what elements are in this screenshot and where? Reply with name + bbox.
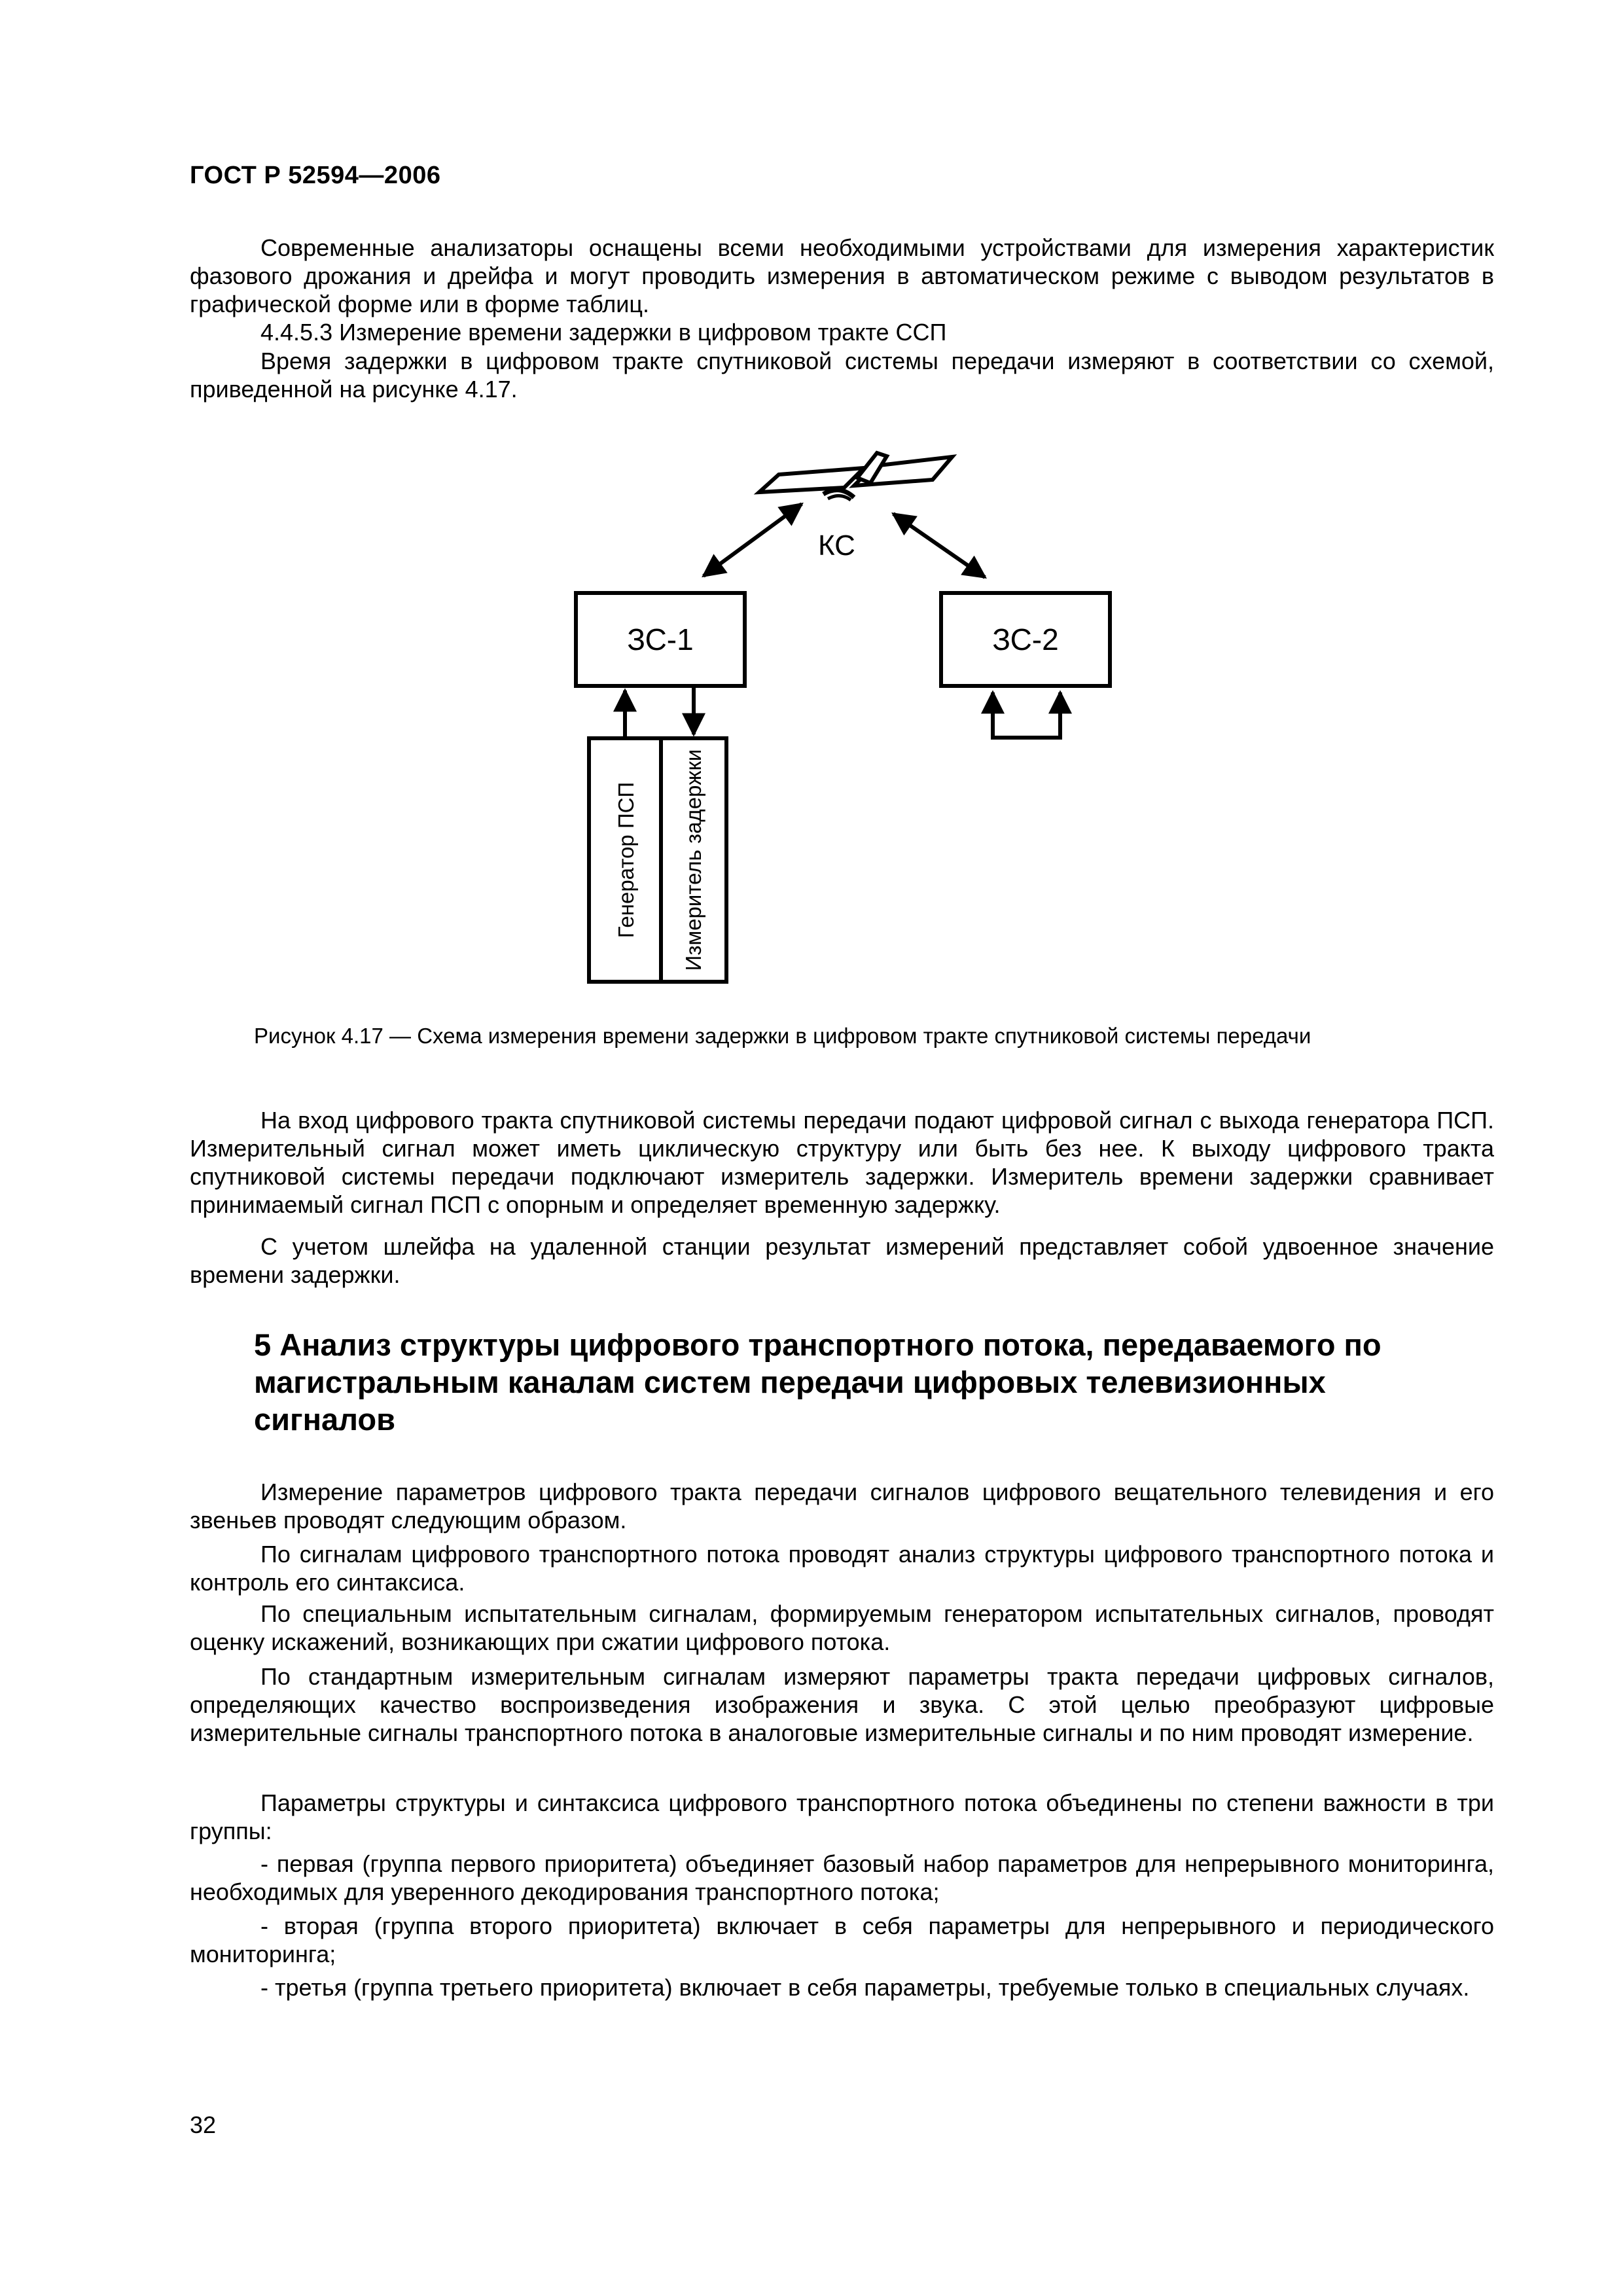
paragraph: Параметры структуры и синтаксиса цифрового транспортного потока объединены по степени важности в три группы:: [190, 1789, 1494, 1844]
section-title: 5 Анализ структуры цифрового транспортного потока, передаваемого по магистральным каналам систем передачи цифровых телевизионных сигналов: [254, 1327, 1382, 1437]
paragraph: С учетом шлейфа на удаленной станции результат измерений представляет собой удвоенное значение времени задержки.: [190, 1233, 1494, 1288]
figure-4-17: [0, 432, 1623, 1028]
earth-station-2-label: ЗС-2: [992, 622, 1059, 656]
paragraph: По сигналам цифрового транспортного потока проводят анализ структуры цифрового транспортного потока и контроль его синтаксиса.: [190, 1541, 1494, 1596]
satellite-label: КС: [818, 529, 855, 562]
page-number: 32: [190, 2111, 217, 2138]
loopback-line: [993, 692, 1060, 738]
uplink-arrow-left: [704, 504, 802, 576]
meter-label: Измеритель задержки: [681, 749, 705, 971]
paragraph: На вход цифрового тракта спутниковой системы передачи подают цифровой сигнал с выхода генератора ПСП. Измерительный сигнал может иметь циклическую структуру или быть без нее. К выходу цифрового тракта спутниковой системы передачи подключают измеритель задержки. Измеритель времени задержки сравнивает принимаемый сигнал ПСП с опорным и определяет временную задержку.: [190, 1107, 1494, 1218]
paragraph: Измерение параметров цифрового тракта передачи сигналов цифрового вещательного телевидения и его звеньев проводят следующим образом.: [190, 1479, 1494, 1534]
measurement-diagram: [0, 432, 1623, 1028]
satellite-icon: [759, 453, 952, 500]
subsection-heading: 4.4.5.3 Измерение времени задержки в цифровом тракте ССП: [260, 319, 947, 346]
paragraph: Время задержки в цифровом тракте спутниковой системы передачи измеряют в соответствии со схемой, приведенной на рисунке 4.17.: [190, 348, 1494, 403]
earth-station-1-label: ЗС-1: [627, 622, 694, 656]
paragraph: По стандартным измерительным сигналам измеряют параметры тракта передачи цифровых сигналов, определяющих качество воспроизведения изображения и звука. С этой целью преобразуют цифровые измерительные сигналы транспортного потока в аналоговые измерительные сигналы и по ним проводят измерение.: [190, 1663, 1494, 1746]
paragraph: Современные анализаторы оснащены всеми необходимыми устройствами для измерения характеристик фазового дрожания и дрейфа и могут проводить измерения в автоматическом режиме с выводом результатов в графической форме или в форме таблиц.: [190, 234, 1494, 317]
uplink-arrow-right: [893, 514, 985, 577]
list-item: - вторая (группа второго приоритета) включает в себя параметры для непрерывного и периодического мониторинга;: [190, 1912, 1494, 1967]
figure-caption: Рисунок 4.17 — Схема измерения времени задержки в цифровом тракте спутниковой системы передачи: [254, 1024, 1311, 1048]
page-header: ГОСТ Р 52594—2006: [190, 162, 441, 189]
list-item: - третья (группа третьего приоритета) включает в себя параметры, требуемые только в специальных случаях.: [260, 1974, 1470, 2001]
paragraph: По специальным испытательным сигналам, формируемым генератором испытательных сигналов, проводят оценку искажений, возникающих при сжатии цифрового потока.: [190, 1600, 1494, 1655]
list-item: - первая (группа первого приоритета) объединяет базовый набор параметров для непрерывного мониторинга, необходимых для уверенного декодирования транспортного потока;: [190, 1850, 1494, 1905]
generator-label: Генератор ПСП: [614, 781, 638, 939]
